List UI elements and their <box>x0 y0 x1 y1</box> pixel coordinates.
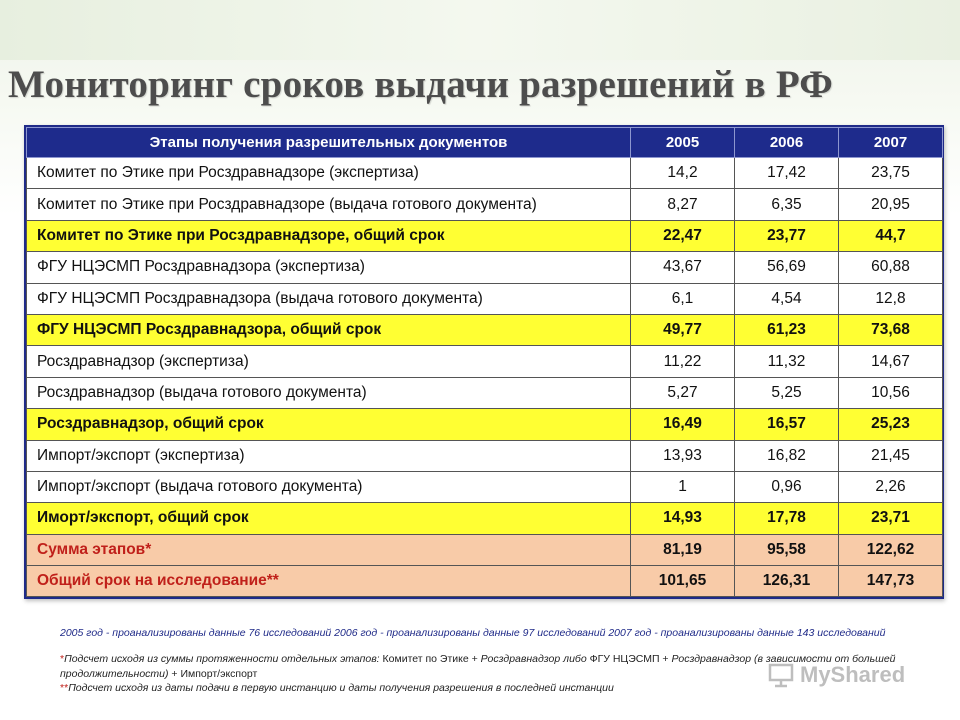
row-label: Сумма этапов* <box>27 534 631 565</box>
value-2005: 14,2 <box>631 158 735 189</box>
years-note <box>60 627 940 639</box>
note-studies-2005: исследований <box>260 627 335 639</box>
note-count-2007: 143 <box>796 627 815 639</box>
page-title: Мониторинг сроков выдачи разрешений в РФ <box>8 63 833 106</box>
value-2005: 16,49 <box>631 409 735 440</box>
table-row <box>27 283 943 314</box>
row-label: Импорт/экспорт (экспертиза) <box>27 440 631 471</box>
footnote-1-part-c: ФГУ НЦЭСМП + <box>586 653 672 665</box>
table-row <box>27 471 943 502</box>
table-row-total <box>27 314 943 345</box>
note-text-2007: год - проанализированы данные <box>631 627 797 639</box>
value-2006: 0,96 <box>735 471 839 502</box>
row-label: Комитет по Этике при Росздравнадзоре, общий срок <box>27 220 631 251</box>
footnote-1-intro: Подсчет исходя из суммы протяженности отдельных этапов: <box>64 653 380 665</box>
value-2005: 6,1 <box>631 283 735 314</box>
value-2006: 5,25 <box>735 377 839 408</box>
footnote-1-part-a: Комитет по Этике + <box>379 653 481 665</box>
note-count-2005: 76 <box>248 627 261 639</box>
value-2005: 22,47 <box>631 220 735 251</box>
value-2007: 14,67 <box>839 346 943 377</box>
value-2007: 25,23 <box>839 409 943 440</box>
note-studies-2007: исследований <box>814 627 886 639</box>
value-2007: 10,56 <box>839 377 943 408</box>
value-2005: 11,22 <box>631 346 735 377</box>
value-2006: 17,78 <box>735 503 839 534</box>
note-text-2005: год - проанализированы данные <box>83 627 249 639</box>
footnote-1-part-d: Росздравнадзор (в зависимости от большей продолжительности) <box>60 653 896 680</box>
note-count-2006: 97 <box>522 627 535 639</box>
value-2005: 13,93 <box>631 440 735 471</box>
footnote-2-text: Подсчет исходя из даты подачи в первую инстанцию и даты получения разрешения в последней инстанции <box>68 682 614 694</box>
row-label: Росздравнадзор (выдача готового документа) <box>27 377 631 408</box>
value-2007: 60,88 <box>839 252 943 283</box>
value-2005: 14,93 <box>631 503 735 534</box>
value-2007: 23,75 <box>839 158 943 189</box>
value-2005: 101,65 <box>631 566 735 597</box>
presentation-board-icon <box>768 662 794 688</box>
value-2006: 6,35 <box>735 189 839 220</box>
value-2007: 2,26 <box>839 471 943 502</box>
table-row-grand-total <box>27 566 943 597</box>
value-2007: 122,62 <box>839 534 943 565</box>
table-row-sum <box>27 534 943 565</box>
note-year-2005: 2005 <box>60 627 84 639</box>
table-row <box>27 252 943 283</box>
value-2006: 17,42 <box>735 158 839 189</box>
value-2005: 81,19 <box>631 534 735 565</box>
value-2005: 5,27 <box>631 377 735 408</box>
row-label: Комитет по Этике при Росздравнадзоре (экспертиза) <box>27 158 631 189</box>
footnote-1-marker: * <box>60 653 65 665</box>
header-stages: Этапы получения разрешительных документов <box>27 128 631 158</box>
value-2007: 21,45 <box>839 440 943 471</box>
value-2006: 126,31 <box>735 566 839 597</box>
value-2006: 4,54 <box>735 283 839 314</box>
note-year-2007: 2007 <box>608 627 632 639</box>
value-2006: 61,23 <box>735 314 839 345</box>
watermark <box>768 660 938 690</box>
header-2005: 2005 <box>631 128 735 158</box>
table-row <box>27 346 943 377</box>
row-label: Импорт/экспорт (выдача готового документа) <box>27 471 631 502</box>
row-label: ФГУ НЦЭСМП Росздравнадзора, общий срок <box>27 314 631 345</box>
table-row <box>27 440 943 471</box>
row-label: ФГУ НЦЭСМП Росздравнадзора (выдача готового документа) <box>27 283 631 314</box>
value-2006: 16,57 <box>735 409 839 440</box>
footnote-2-marker: ** <box>60 682 69 694</box>
row-label: Росздравнадзор, общий срок <box>27 409 631 440</box>
value-2005: 8,27 <box>631 189 735 220</box>
note-studies-2006: исследований <box>534 627 609 639</box>
value-2007: 147,73 <box>839 566 943 597</box>
value-2006: 95,58 <box>735 534 839 565</box>
footnote-1-part-b: Росздравнадзор либо <box>480 653 587 665</box>
value-2006: 16,82 <box>735 440 839 471</box>
permits-table <box>24 125 944 599</box>
value-2005: 43,67 <box>631 252 735 283</box>
header-2007: 2007 <box>839 128 943 158</box>
table-header-row <box>27 128 943 158</box>
row-label: Росздравнадзор (экспертиза) <box>27 346 631 377</box>
value-2007: 23,71 <box>839 503 943 534</box>
header-band <box>0 0 960 60</box>
table-row-total <box>27 503 943 534</box>
note-year-2006: 2006 <box>334 627 358 639</box>
value-2007: 44,7 <box>839 220 943 251</box>
table-row <box>27 377 943 408</box>
row-label: Комитет по Этике при Росздравнадзоре (выдача готового документа) <box>27 189 631 220</box>
value-2007: 73,68 <box>839 314 943 345</box>
value-2006: 56,69 <box>735 252 839 283</box>
table-row-total <box>27 409 943 440</box>
value-2006: 23,77 <box>735 220 839 251</box>
value-2005: 49,77 <box>631 314 735 345</box>
row-label: Общий срок на исследование** <box>27 566 631 597</box>
value-2007: 12,8 <box>839 283 943 314</box>
note-text-2006: год - проанализированы данные <box>357 627 523 639</box>
value-2005: 1 <box>631 471 735 502</box>
table-row <box>27 189 943 220</box>
row-label: Иморт/экспорт, общий срок <box>27 503 631 534</box>
value-2007: 20,95 <box>839 189 943 220</box>
header-2006: 2006 <box>735 128 839 158</box>
value-2006: 11,32 <box>735 346 839 377</box>
watermark-text: MyShared <box>800 662 906 687</box>
table-row-total <box>27 220 943 251</box>
table-row <box>27 158 943 189</box>
row-label: ФГУ НЦЭСМП Росздравнадзора (экспертиза) <box>27 252 631 283</box>
footnote-1-part-e: + Импорт/экспорт <box>168 667 258 680</box>
